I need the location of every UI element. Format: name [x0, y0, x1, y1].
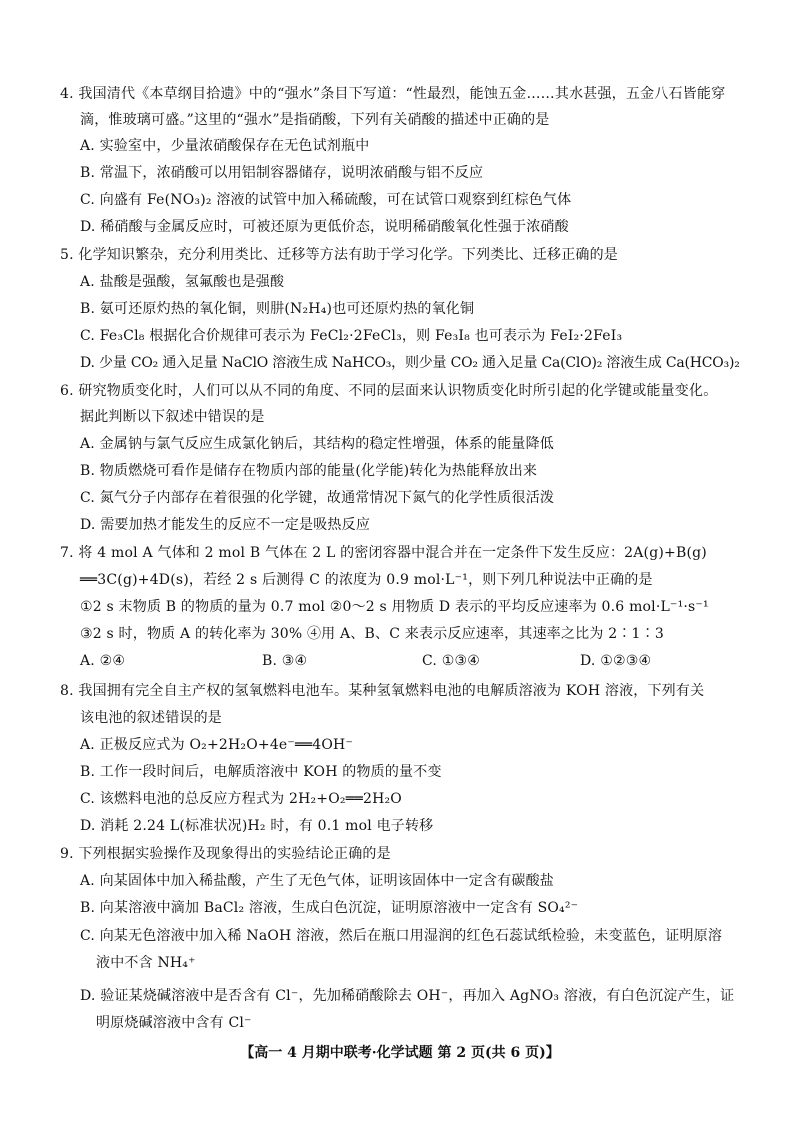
q4-option-c: C. 向盛有 Fe(NO₃)₂ 溶液的试管中加入稀硫酸，可在试管口观察到红棕色气体	[80, 192, 572, 208]
q8-stem-line-2: 该电池的叙述错误的是	[80, 710, 222, 726]
q9-option-b: B. 向某溶液中滴加 BaCl₂ 溶液，生成白色沉淀，证明原溶液中一定含有 SO₄²⁻	[80, 900, 579, 916]
q4-option-d: D. 稀硝酸与金属反应时，可被还原为更低价态，说明稀硝酸氧化性强于浓硝酸	[80, 219, 569, 235]
q5-option-a: A. 盐酸是强酸，氢氟酸也是强酸	[80, 274, 285, 290]
q7-statement-line-2: ③2 s 时，物质 A 的转化率为 30% ④用 A、B、C 来表示反应速率，其速率之比为 2∶1∶3	[80, 626, 664, 642]
q7-stem-line-2: ══3C(g)+4D(s)，若经 2 s 后测得 C 的浓度为 0.9 mol·L⁻¹，则下列几种说法中正确的是	[80, 572, 653, 588]
q6-option-b: B. 物质燃烧可看作是储存在物质内部的能量(化学能)转化为热能释放出来	[80, 463, 538, 479]
q7-option-a: A. ②④	[80, 653, 126, 669]
q9-stem-line-1: 9. 下列根据实验操作及现象得出的实验结论正确的是	[60, 846, 391, 862]
q5-stem-line-1: 5. 化学知识繁杂，充分利用类比、迁移等方法有助于学习化学。下列类比、迁移正确的是	[60, 247, 619, 263]
q9-option-a: A. 向某固体中加入稀盐酸，产生了无色气体，证明该固体中一定含有碳酸盐	[80, 873, 555, 889]
q6-stem-line-2: 据此判断以下叙述中错误的是	[80, 409, 265, 425]
q6-option-c: C. 氮气分子内部存在着很强的化学键，故通常情况下氮气的化学性质很活泼	[80, 490, 555, 506]
page-footer: 【高一 4 月期中联考·化学试题 第 2 页(共 6 页)】	[240, 1045, 560, 1061]
q9-option-d-line-2: 明原烧碱溶液中含有 Cl⁻	[96, 1015, 252, 1031]
q4-option-b: B. 常温下，浓硝酸可以用铝制容器储存，说明浓硝酸与铝不反应	[80, 165, 484, 181]
q5-option-b: B. 氨可还原灼热的氧化铜，则肼(N₂H₄)也可还原灼热的氧化铜	[80, 301, 475, 317]
q7-stem-line-1: 7. 将 4 mol A 气体和 2 mol B 气体在 2 L 的密闭容器中混合并在一定条件下发生反应：2A(g)+B(g)	[60, 545, 707, 561]
q9-option-c-line-1: C. 向某无色溶液中加入稀 NaOH 溶液，然后在瓶口用湿润的红色石蕊试纸检验，未变蓝色，证明原溶	[80, 928, 723, 944]
q7-option-b: B. ③④	[262, 653, 308, 669]
q7-option-c: C. ①③④	[422, 653, 480, 669]
q9-option-d-line-1: D. 验证某烧碱溶液中是否含有 Cl⁻，先加稀硝酸除去 OH⁻，再加入 AgNO₃ 溶液，有白色沉淀产生，证	[80, 988, 735, 1004]
q8-option-a: A. 正极反应式为 O₂+2H₂O+4e⁻══4OH⁻	[80, 737, 354, 753]
q9-option-c-line-2: 液中不含 NH₄⁺	[96, 955, 196, 971]
q7-statement-line-1: ①2 s 末物质 B 的物质的量为 0.7 mol ②0～2 s 用物质 D 表示的平均反应速率为 0.6 mol·L⁻¹·s⁻¹	[80, 599, 709, 615]
q7-option-d: D. ①②③④	[580, 653, 652, 669]
q6-stem-line-1: 6. 研究物质变化时，人们可以从不同的角度、不同的层面来认识物质变化时所引起的化学键或能量变化。	[60, 383, 718, 399]
q4-stem-line-2: 滴，惟玻璃可盛。”这里的“强水”是指硝酸，下列有关硝酸的描述中正确的是	[80, 112, 550, 128]
q8-option-c: C. 该燃料电池的总反应方程式为 2H₂+O₂══2H₂O	[80, 791, 402, 807]
q6-option-a: A. 金属钠与氯气反应生成氯化钠后，其结构的稳定性增强，体系的能量降低	[80, 436, 555, 452]
q4-option-a: A. 实验室中，少量浓硝酸保存在无色试剂瓶中	[80, 138, 370, 154]
q8-stem-line-1: 8. 我国拥有完全自主产权的氢氧燃料电池车。某种氢氧燃料电池的电解质溶液为 KOH 溶液，下列有关	[60, 683, 705, 699]
q5-option-c: C. Fe₃Cl₈ 根据化合价规律可表示为 FeCl₂·2FeCl₃，则 Fe₃I₈ 也可表示为 FeI₂·2FeI₃	[80, 328, 623, 344]
q5-option-d: D. 少量 CO₂ 通入足量 NaClO 溶液生成 NaHCO₃，则少量 CO₂ 通入足量 Ca(ClO)₂ 溶液生成 Ca(HCO₃)₂	[80, 355, 740, 371]
q8-option-d: D. 消耗 2.24 L(标准状况)H₂ 时，有 0.1 mol 电子转移	[80, 818, 434, 834]
q4-stem-line-1: 4. 我国清代《本草纲目拾遗》中的“强水”条目下写道：“性最烈，能蚀五金……其水甚强，五金八石皆能穿	[60, 86, 726, 102]
q6-option-d: D. 需要加热才能发生的反应不一定是吸热反应	[80, 517, 371, 533]
q8-option-b: B. 工作一段时间后，电解质溶液中 KOH 的物质的量不变	[80, 764, 442, 780]
